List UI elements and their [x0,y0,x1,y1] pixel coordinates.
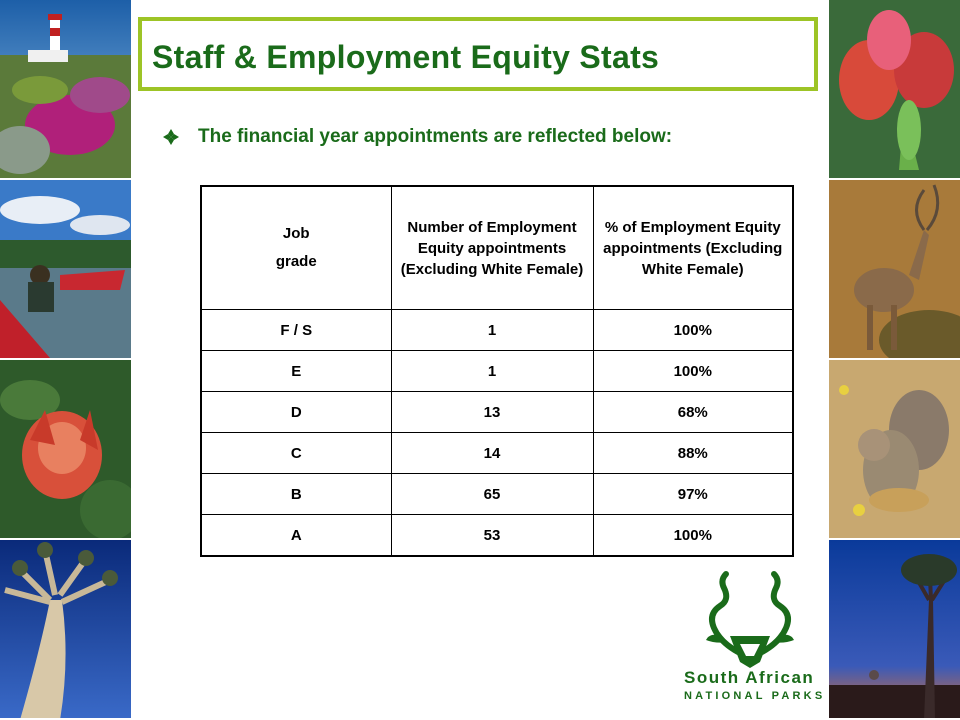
header-job-grade [201,186,391,310]
cell-percent: 88% [593,433,793,474]
cell-grade: E [201,351,391,392]
sanparks-kudu-logo-icon [680,570,820,710]
header-number: Number of Employment Equity appointments (Excluding White Female) [391,186,593,310]
cell-percent: 100% [593,310,793,351]
page-title: Staff & Employment Equity Stats [152,39,660,75]
left-photo-strip [0,0,131,720]
river-rafting-photo [0,180,131,358]
cell-percent: 100% [593,515,793,557]
cell-number: 13 [391,392,593,433]
ground-squirrel-photo [829,360,960,538]
cell-grade: D [201,392,391,433]
cell-grade: C [201,433,391,474]
title-box [138,17,818,91]
table-row [201,433,793,474]
header-job-line2: grade [275,253,317,270]
table-row [201,392,793,433]
kudu-antelope-photo [829,180,960,358]
logo-text-line2: NATIONAL PARKS [684,690,826,702]
cell-percent: 100% [593,351,793,392]
bullet-row [162,124,672,150]
lighthouse-coast-photo [0,0,131,178]
cell-percent: 97% [593,474,793,515]
quiver-tree-photo [0,540,131,718]
cell-grade: A [201,515,391,557]
table-row [201,515,793,557]
header-job-line1: Job [282,224,310,242]
appointments-table [200,185,794,557]
cell-number: 65 [391,474,593,515]
table-header-row [201,186,793,310]
protea-flower-photo [0,360,131,538]
table-row [201,310,793,351]
orchid-flower-photo [829,0,960,178]
table-row [201,351,793,392]
cell-number: 14 [391,433,593,474]
table-row [201,474,793,515]
cell-grade: F / S [201,310,391,351]
cell-percent: 68% [593,392,793,433]
header-percent: % of Employment Equity appointments (Excluding White Female) [593,186,793,310]
bullet-text: The financial year appointments are reflected below: [198,126,673,147]
diamond-bullet-icon [162,128,180,146]
cell-number: 53 [391,515,593,557]
cell-number: 1 [391,351,593,392]
logo-text-line1: South African [684,668,815,687]
sunset-tree-photo [829,540,960,718]
cell-grade: B [201,474,391,515]
cell-number: 1 [391,310,593,351]
right-photo-strip [829,0,960,720]
